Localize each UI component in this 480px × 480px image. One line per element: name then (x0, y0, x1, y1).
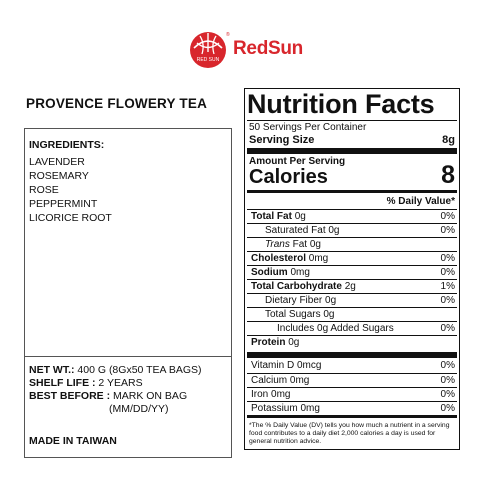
vitamin-row (247, 373, 457, 387)
net-weight (29, 364, 202, 377)
nutrient-amount: Fat 0g (289, 239, 321, 250)
nutrient-row (247, 279, 457, 293)
nutrient-amount: Dietary Fiber 0g (265, 295, 337, 306)
shelf-life-value: 2 YEARS (95, 377, 143, 389)
ingredients-list (29, 155, 112, 225)
vitamin-row (247, 401, 457, 415)
daily-value: 1% (440, 281, 455, 292)
nutrient-amount: Saturated Fat 0g (265, 225, 340, 236)
ingredients-box (24, 128, 232, 458)
product-title: PROVENCE FLOWERY TEA (26, 96, 208, 111)
daily-value: 0% (440, 253, 455, 264)
list-item: PEPPERMINT (29, 198, 98, 210)
divider (247, 352, 457, 358)
nutrient-label (251, 337, 299, 348)
best-before-value: MARK ON BAG (110, 390, 188, 402)
nutrient-amount: 0g (285, 337, 300, 348)
calories-value: 8 (441, 161, 455, 189)
divider (247, 190, 457, 193)
nutrient-row (247, 265, 457, 279)
nutrient-label (265, 239, 321, 250)
nutrient-amount: Total Sugars 0g (265, 309, 335, 320)
serving-size-label: Serving Size (249, 134, 315, 146)
daily-value: 0% (440, 267, 455, 278)
net-weight-value: 400 G (8Gx50 TEA BAGS) (74, 364, 202, 376)
daily-value: 0% (440, 403, 455, 414)
nutrient-row (247, 335, 457, 349)
made-in: MADE IN TAIWAN (29, 435, 117, 447)
serving-size-value: 8g (442, 134, 455, 146)
list-item: ROSEMARY (29, 170, 89, 182)
daily-value: 0% (440, 389, 455, 400)
daily-value: 0% (440, 360, 455, 371)
list-item: LICORICE ROOT (29, 212, 112, 224)
amount-per-serving: Amount Per Serving (249, 156, 346, 167)
nutrient-name: Protein (251, 337, 286, 348)
footnote: *The % Daily Value (DV) tells you how much a nutrient in a serving food contributes to a daily diet 2,000 calories a day is used for general nutrition advice. (249, 422, 450, 445)
vitamin-label: Potassium 0mg (251, 403, 320, 414)
nutrient-label (265, 309, 335, 320)
vitamin-label: Calcium 0mg (251, 375, 310, 386)
best-before-format: (MM/DD/YY) (109, 403, 169, 415)
daily-value: 0% (440, 225, 455, 236)
nutrient-label (265, 225, 340, 236)
shelf-life-label: SHELF LIFE : (29, 377, 96, 389)
nutrient-name: Sodium (251, 267, 288, 278)
brand-logo (188, 30, 308, 70)
nutrient-amount: 0g (291, 211, 306, 222)
divider (247, 120, 457, 121)
nutrient-row (247, 209, 457, 223)
vitamin-label: Iron 0mg (251, 389, 291, 400)
best-before-label: BEST BEFORE : (29, 390, 111, 402)
nutrient-label (251, 253, 328, 264)
nutrient-name: Total Carbohydrate (251, 281, 342, 292)
calories-label: Calories (249, 166, 328, 188)
nutrient-row (247, 251, 457, 265)
nutrient-label (251, 281, 356, 292)
daily-value: 0% (440, 375, 455, 386)
list-item: LAVENDER (29, 156, 85, 168)
brand-name: RedSun (233, 38, 303, 59)
nutrient-name-italic: Trans (265, 239, 290, 250)
vitamin-label: Vitamin D 0mcg (251, 360, 322, 371)
divider (247, 415, 457, 418)
registered-mark: ® (226, 32, 230, 38)
nutrient-row (247, 321, 457, 335)
nutrient-name: Total Fat (251, 211, 292, 222)
shelf-life (29, 377, 143, 390)
nutrient-row (247, 223, 457, 237)
ingredients-label: INGREDIENTS: (29, 139, 105, 151)
sun-logo-icon (188, 30, 228, 70)
divider (25, 356, 231, 357)
divider (247, 148, 457, 154)
nutrient-label (251, 211, 306, 222)
nutrient-amount: 2g (341, 281, 356, 292)
nutrient-name: Cholesterol (251, 253, 307, 264)
nutrition-facts-panel (244, 88, 460, 450)
nutrient-label (277, 323, 394, 334)
net-weight-label: NET WT.: (29, 364, 75, 376)
daily-value: 0% (440, 295, 455, 306)
nutrient-amount: 0mg (287, 267, 310, 278)
daily-value: 0% (440, 323, 455, 334)
vitamin-row (247, 359, 457, 373)
nutrient-amount: Includes 0g Added Sugars (277, 323, 394, 334)
list-item: ROSE (29, 184, 59, 196)
daily-value: 0% (440, 211, 455, 222)
nutrition-title: Nutrition Facts (247, 89, 435, 119)
nutrient-row (247, 237, 457, 251)
logo-mark-text: RED SUN (196, 57, 220, 63)
nutrient-row (247, 307, 457, 321)
best-before (29, 390, 187, 403)
daily-value-header: % Daily Value* (386, 196, 455, 207)
nutrient-label (265, 295, 336, 306)
servings-per-container: 50 Servings Per Container (249, 122, 367, 133)
nutrient-row (247, 293, 457, 307)
nutrient-label (251, 267, 310, 278)
nutrient-amount: 0mg (306, 253, 329, 264)
vitamin-row (247, 387, 457, 401)
